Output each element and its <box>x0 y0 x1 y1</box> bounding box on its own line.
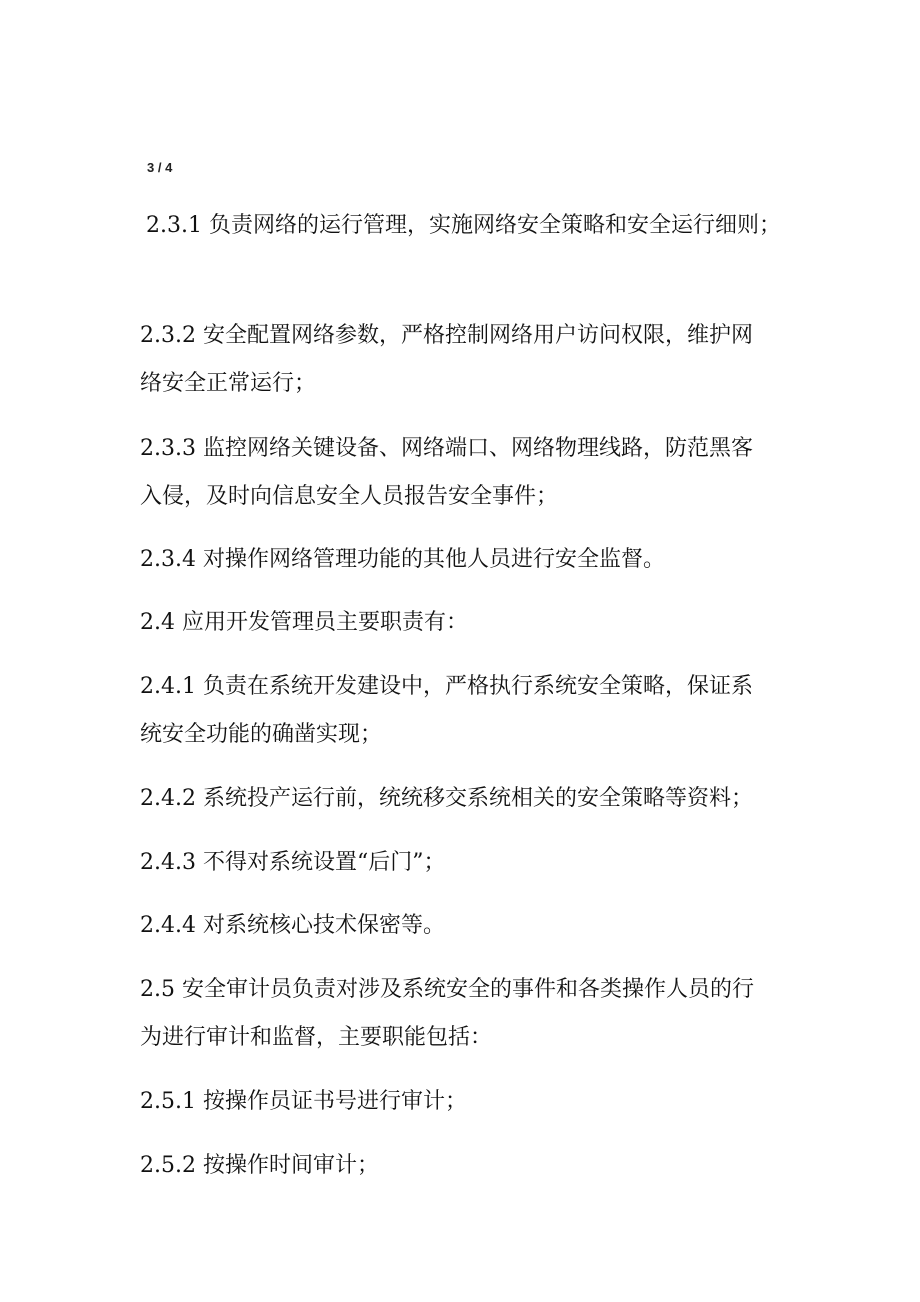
paragraph-2-3-2-line-2: 络安全正常运行； <box>140 371 317 396</box>
page-number: 3 / 4 <box>147 160 173 175</box>
paragraph-2-4-1-line-2: 统安全功能的确凿实现； <box>140 722 383 747</box>
paragraph-2-3-3-line-1: 2.3.3 监控网络关键设备、网络端口、网络物理线路，防范黑客 <box>140 436 753 461</box>
paragraph-2-5-2: 2.5.2 按操作时间审计； <box>140 1153 379 1178</box>
paragraph-2-3-2-line-1: 2.3.2 安全配置网络参数，严格控制网络用户访问权限，维护网 <box>140 323 753 348</box>
paragraph-2-4-3: 2.4.3 不得对系统设置“后门”； <box>140 850 446 875</box>
paragraph-2-3-4: 2.3.4 对操作网络管理功能的其他人员进行安全监督。 <box>140 547 665 572</box>
paragraph-2-3-1: 2.3.1 负责网络的运行管理，实施网络安全策略和安全运行细则； <box>146 213 781 238</box>
paragraph-2-3-3-line-2: 入侵，及时向信息安全人员报告安全事件； <box>140 484 559 509</box>
paragraph-2-4-4: 2.4.4 对系统核心技术保密等。 <box>140 913 445 938</box>
paragraph-2-4-2: 2.4.2 系统投产运行前，统统移交系统相关的安全策略等资料； <box>140 786 753 811</box>
heading-2-4: 2.4 应用开发管理员主要职责有： <box>140 610 468 635</box>
paragraph-2-5-1: 2.5.1 按操作员证书号进行审计； <box>140 1089 467 1114</box>
paragraph-2-5-line-2: 为进行审计和监督，主要职能包括： <box>140 1025 493 1050</box>
paragraph-2-4-1-line-1: 2.4.1 负责在系统开发建设中，严格执行系统安全策略，保证系 <box>140 674 753 699</box>
paragraph-2-5-line-1: 2.5 安全审计员负责对涉及系统安全的事件和各类操作人员的行 <box>140 977 754 1002</box>
